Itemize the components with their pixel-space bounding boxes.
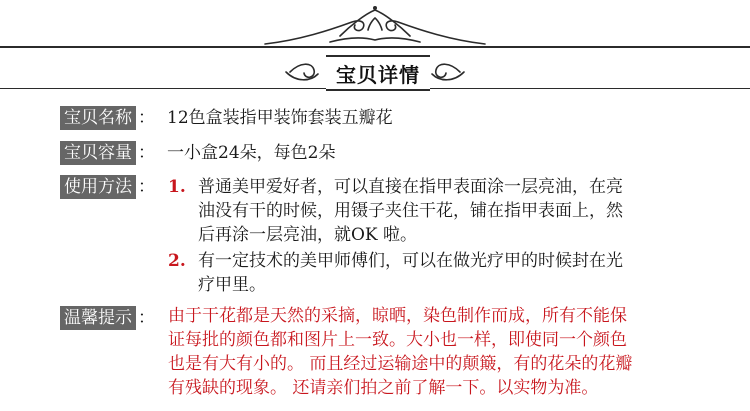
tips-line: 有残缺的现象。 还请亲们拍之前了解一下。以实物为准。 (168, 378, 599, 398)
capacity-label: 宝贝容量 (60, 141, 136, 165)
tips-label: 温馨提示 (60, 306, 136, 330)
usage-line: 普通美甲爱好者，可以直接在指甲表面涂一层亮油，在亮 (198, 177, 623, 197)
product-name-row (60, 106, 393, 130)
product-name-value: 12色盒装指甲装饰套装五瓣花 (167, 108, 393, 128)
usage-line: 油没有干的时候，用镊子夹住干花，铺在指甲表面上，然 (198, 201, 623, 221)
colon: ： (138, 143, 155, 163)
section-header (0, 0, 750, 92)
capacity-row (60, 141, 335, 165)
section-title: 宝贝详情 (336, 62, 420, 87)
usage-line: 后再涂一层亮油，就OK 啦。 (198, 225, 418, 245)
header-top-line (0, 46, 750, 48)
colon: ： (138, 308, 155, 328)
colon: ： (138, 108, 155, 128)
usage-item (168, 249, 623, 297)
colon: ： (138, 177, 155, 197)
usage-item-number: 1. (168, 177, 186, 197)
tips-text (168, 304, 728, 400)
tips-line: 由于干花都是天然的采摘，晾晒，染色制作而成，所有不能保 (168, 306, 627, 326)
usage-line: 疗甲里。 (198, 275, 266, 295)
usage-label: 使用方法 (60, 175, 136, 199)
capacity-value: 一小盒24朵，每色2朵 (167, 143, 336, 163)
usage-list (168, 175, 623, 297)
tips-line: 证每批的颜色都和图片上一致。大小也一样，即使同一个颜色 (168, 330, 627, 350)
usage-row (60, 175, 155, 199)
usage-line: 有一定技术的美甲师傅们，可以在做光疗甲的时候封在光 (198, 251, 623, 271)
tips-line: 也是有大有小的。 而且经过运输途中的颠簸，有的花朵的花瓣 (168, 354, 633, 374)
usage-item (168, 175, 623, 247)
title-box (326, 55, 430, 91)
product-name-label: 宝贝名称 (60, 106, 136, 130)
usage-item-number: 2. (168, 251, 186, 271)
tips-row (60, 306, 155, 330)
